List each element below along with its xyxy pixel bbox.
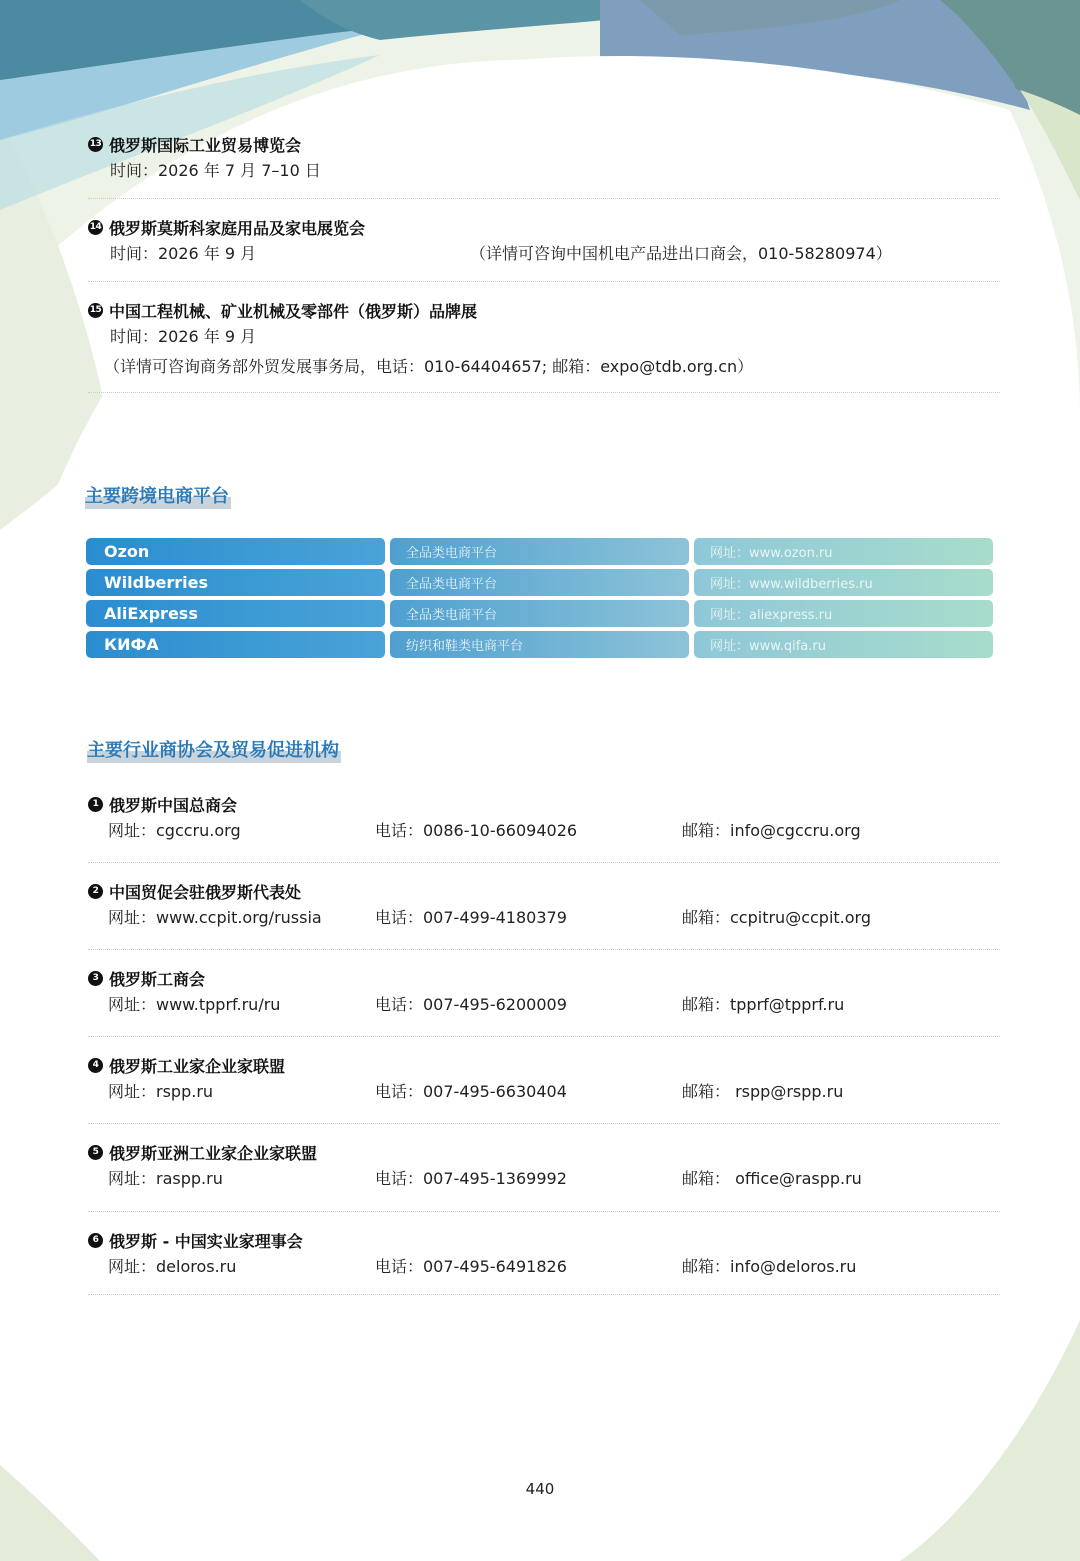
exhibition-time: 时间：2026 年 7 月 7–10 日 [110, 161, 321, 180]
platform-row [86, 600, 994, 627]
dotted-divider [88, 1211, 1000, 1212]
platform-row [86, 538, 994, 565]
dotted-divider [88, 1294, 1000, 1295]
platform-url[interactable]: 网址：aliexpress.ru [694, 600, 993, 627]
platform-row [86, 631, 994, 658]
platform-url[interactable]: 网址：www.wildberries.ru [694, 569, 993, 596]
association-contact-row [108, 903, 1000, 933]
association-website[interactable]: 网址：raspp.ru [108, 1169, 223, 1188]
association-phone: 电话：0086-10-66094026 [375, 821, 578, 840]
dotted-divider [88, 281, 1000, 282]
association-item [88, 1140, 1000, 1194]
association-contact-row [108, 1164, 1000, 1194]
association-website[interactable]: 网址：deloros.ru [108, 1257, 237, 1276]
platform-url[interactable]: 网址：www.qifa.ru [694, 631, 993, 658]
association-name: 1 俄罗斯中国总商会 [88, 792, 1000, 816]
association-item [88, 792, 1000, 846]
association-contact-row [108, 990, 1000, 1020]
association-website[interactable]: 网址：rspp.ru [108, 1082, 214, 1101]
association-phone: 电话：007-495-6200009 [375, 995, 567, 1014]
exhibition-time: 时间：2026 年 9 月 [110, 327, 257, 346]
exhibition-item [88, 215, 1000, 269]
association-item [88, 966, 1000, 1020]
association-website[interactable]: 网址：www.ccpit.org/russia [108, 908, 322, 927]
dotted-divider [88, 198, 1000, 199]
platform-name: Ozon [86, 538, 385, 565]
association-website[interactable]: 网址：cgccru.org [108, 821, 241, 840]
association-phone: 电话：007-495-1369992 [375, 1169, 567, 1188]
association-phone: 电话：007-495-6491826 [375, 1257, 567, 1276]
platform-row [86, 569, 994, 596]
dotted-divider [88, 1036, 1000, 1037]
exhibition-title: 14 俄罗斯莫斯科家庭用品及家电展览会 [89, 218, 366, 238]
platform-type: 全品类电商平台 [390, 538, 689, 565]
association-name: 4 俄罗斯工业家企业家联盟 [88, 1053, 1000, 1077]
exhibition-item [88, 132, 1000, 186]
dotted-divider [88, 862, 1000, 863]
association-name: 2 中国贸促会驻俄罗斯代表处 [88, 879, 1000, 903]
platform-name: Wildberries [86, 569, 385, 596]
section-heading-ecommerce: 主要跨境电商平台 [85, 482, 231, 509]
platform-type: 全品类电商平台 [390, 600, 689, 627]
number-circle-icon: 15 [88, 303, 103, 318]
association-name: 5 俄罗斯亚洲工业家企业家联盟 [88, 1140, 1000, 1164]
number-circle-icon: 1 [88, 797, 103, 812]
exhibition-title: 15 中国工程机械、矿业机械及零部件（俄罗斯）品牌展 [89, 301, 478, 321]
exhibition-contact-note: （详情可咨询中国机电产品进出口商会，010-58280974） [470, 244, 892, 263]
association-contact-row [108, 1252, 1000, 1282]
exhibition-item [88, 298, 1000, 382]
association-email[interactable]: 邮箱：ccpitru@ccpit.org [682, 908, 871, 927]
association-contact-row [108, 1077, 1000, 1107]
association-email[interactable]: 邮箱： office@raspp.ru [682, 1169, 862, 1188]
association-phone: 电话：007-495-6630404 [375, 1082, 567, 1101]
dotted-divider [88, 949, 1000, 950]
association-website[interactable]: 网址：www.tpprf.ru/ru [108, 995, 281, 1014]
platform-name: AliExpress [86, 600, 385, 627]
association-email[interactable]: 邮箱：tpprf@tpprf.ru [682, 995, 845, 1014]
number-circle-icon: 14 [88, 220, 103, 235]
number-circle-icon: 4 [88, 1058, 103, 1073]
association-name: 3 俄罗斯工商会 [88, 966, 1000, 990]
association-name: 6 俄罗斯 - 中国实业家理事会 [88, 1228, 1000, 1252]
association-contact-row [108, 816, 1000, 846]
association-phone: 电话：007-499-4180379 [375, 908, 567, 927]
association-email[interactable]: 邮箱： rspp@rspp.ru [682, 1082, 844, 1101]
platform-name: КИФА [86, 631, 385, 658]
page-number: 440 [525, 1480, 555, 1498]
exhibition-title: 13 俄罗斯国际工业贸易博览会 [89, 135, 302, 155]
number-circle-icon: 2 [88, 884, 103, 899]
association-item [88, 1228, 1000, 1282]
dotted-divider [88, 1123, 1000, 1124]
association-item [88, 879, 1000, 933]
platform-type: 全品类电商平台 [390, 569, 689, 596]
number-circle-icon: 13 [88, 137, 103, 152]
platform-table [86, 538, 994, 662]
association-email[interactable]: 邮箱：info@deloros.ru [682, 1257, 857, 1276]
association-item [88, 1053, 1000, 1107]
platform-type: 纺织和鞋类电商平台 [390, 631, 689, 658]
number-circle-icon: 6 [88, 1233, 103, 1248]
number-circle-icon: 5 [88, 1145, 103, 1160]
dotted-divider [88, 392, 1000, 393]
section-heading-associations: 主要行业商协会及贸易促进机构 [87, 736, 341, 763]
exhibition-contact: （详情可咨询商务部外贸发展事务局，电话：010-64404657; 邮箱：expo@tdb.org.cn） [104, 357, 754, 376]
association-email[interactable]: 邮箱：info@cgccru.org [682, 821, 861, 840]
exhibition-time: 时间：2026 年 9 月 （详情可咨询中国机电产品进出口商会，010-58280974） [110, 239, 1000, 269]
platform-url[interactable]: 网址：www.ozon.ru [694, 538, 993, 565]
number-circle-icon: 3 [88, 971, 103, 986]
